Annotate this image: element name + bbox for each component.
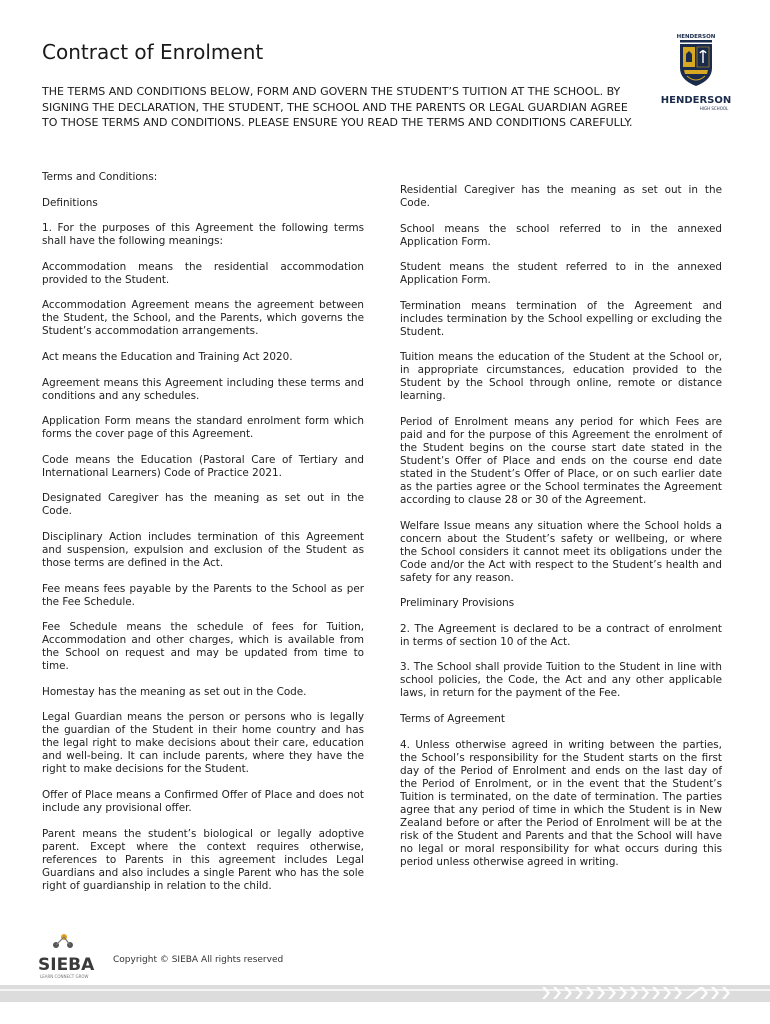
sieba-logo bbox=[36, 932, 106, 982]
chevron-arrows-icon bbox=[540, 983, 730, 1003]
definition-designated-caregiver: Designated Caregiver has the meaning as set out in the Code. bbox=[42, 492, 364, 518]
definition-agreement: Agreement means this Agreement including these terms and conditions and any schedules. bbox=[42, 376, 364, 402]
crest-name-top: HENDERSON bbox=[676, 34, 716, 40]
definition-fee-schedule: Fee Schedule means the schedule of fees for Tuition, Accommodation and other charges, which is available from the School on request and may be updated from time to time. bbox=[42, 621, 364, 673]
clause-3: 3. The School shall provide Tuition to the Student in line with school policies, the Code, the Act and any other applicable laws, in return for the payment of the Fee. bbox=[400, 661, 722, 700]
copyright-text: Copyright © SIEBA All rights reserved bbox=[113, 955, 284, 965]
clause-1: 1. For the purposes of this Agreement the following terms shall have the following meanings: bbox=[42, 222, 364, 248]
definition-application-form: Application Form means the standard enrolment form which forms the cover page of this Agreement. bbox=[42, 415, 364, 441]
definition-student: Student means the student referred to in the annexed Application Form. bbox=[400, 261, 722, 287]
definition-homestay: Homestay has the meaning as set out in the Code. bbox=[42, 685, 307, 698]
definition-code: Code means the Education (Pastoral Care of Tertiary and International Learners) Code of Practice 2021. bbox=[42, 453, 364, 479]
definition-residential-caregiver: Residential Caregiver has the meaning as set out in the Code. bbox=[400, 184, 722, 209]
henderson-school-crest-logo bbox=[654, 32, 738, 116]
terms-left-column bbox=[42, 171, 364, 905]
definition-act: Act means the Education and Training Act 2020. bbox=[42, 350, 293, 363]
definition-accommodation-agreement: Accommodation Agreement means the agreement between the Student, the School, and the Parents, which governs the Student’s accommodation arrangements. bbox=[42, 299, 364, 338]
definition-period-of-enrolment: Period of Enrolment means any period for which Fees are paid and for the purpose of this Agreement the enrolment of the Student begins on the course start date stated in the Student’s Offer of Place and ends on the course end date stated in the Student’s Offer of Place, or on such earlier date as the parties agree or the School terminates the Agreement according to clause 28 or 30 of the Agreement. bbox=[400, 415, 722, 506]
definition-disciplinary-action: Disciplinary Action includes termination of this Agreement and suspension, expulsion and exclusion of the Student as those terms are defined in the Act. bbox=[42, 530, 364, 569]
definition-fee: Fee means fees payable by the Parents to the School as per the Fee Schedule. bbox=[42, 582, 364, 608]
intro-notice: THE TERMS AND CONDITIONS BELOW, FORM AND GOVERN THE STUDENT’S TUITION AT THE SCHOOL. BY SIGNING THE DECLARATION, THE STUDENT, THE SCHOOL AND THE PARENTS OR LEGAL GUARDIAN AGREE TO THOSE TERMS AND CONDITIONS. PLEASE ENSURE YOU READ THE TERMS AND CONDITIONS CAREFULLY. bbox=[42, 85, 633, 129]
crest-sub: HIGH SCHOOL bbox=[699, 106, 729, 111]
sieba-logo-text: SIEBA bbox=[38, 955, 95, 975]
clause-2: 2. The Agreement is declared to be a contract of enrolment in terms of section 10 of the Act. bbox=[400, 622, 722, 648]
definition-welfare-issue: Welfare Issue means any situation where the School holds a concern about the Student’s safety or wellbeing, or where the School considers it cannot meet its obligations under the Code and/or the Act with respect to the Student’s health and safety for any reason. bbox=[400, 519, 722, 584]
crest-name: HENDERSON bbox=[660, 95, 732, 106]
terms-heading: Terms and Conditions: bbox=[42, 171, 158, 183]
definition-termination: Termination means termination of the Agreement and includes termination by the School expelling or excluding the Student. bbox=[400, 299, 722, 338]
preliminary-provisions-heading: Preliminary Provisions bbox=[400, 597, 515, 610]
clause-4: 4. Unless otherwise agreed in writing between the parties, the School’s responsibility for the Student starts on the first day of the Period of Enrolment and ends on the last day of the Period of Enrolment, or in the event that the Student’s Tuition is terminated, on the date of termination. The parties agree that any period of time in which the Student is in New Zealand before or after the Period of Enrolment will be at the risk of the Student and Parents and that the School will have no legal or moral responsibility for what occurs during this period unless otherwise agreed in writing. bbox=[400, 738, 722, 868]
definition-school: School means the school referred to in the annexed Application Form. bbox=[400, 222, 722, 248]
terms-right-column bbox=[400, 184, 722, 881]
definition-accommodation: Accommodation means the residential accommodation provided to the Student. bbox=[42, 260, 364, 286]
definition-offer-of-place: Offer of Place means a Confirmed Offer of Place and does not include any provisional offer. bbox=[42, 788, 364, 814]
definition-tuition: Tuition means the education of the Student at the School or, in appropriate circumstances, education provided to the Student by the School through online, remote or distance learning. bbox=[400, 351, 722, 403]
definitions-heading: Definitions bbox=[42, 196, 98, 209]
page-title: Contract of Enrolment bbox=[42, 40, 264, 64]
definition-parent: Parent means the student’s biological or legally adoptive parent. Except where the context requires otherwise, references to Parents in this agreement includes Legal Guardians and also includes a single Parent who has the sole right of guardianship in relation to the child. bbox=[42, 827, 364, 892]
sieba-logo-tagline: LEARN CONNECT GROW bbox=[40, 974, 89, 979]
definition-legal-guardian: Legal Guardian means the person or persons who is legally the guardian of the Student in their home country and has the legal right to make decisions about their care, education and well-being. It can include parents, where they have the right to make decisions for the Student. bbox=[42, 711, 364, 776]
terms-of-agreement-heading: Terms of Agreement bbox=[400, 712, 505, 725]
